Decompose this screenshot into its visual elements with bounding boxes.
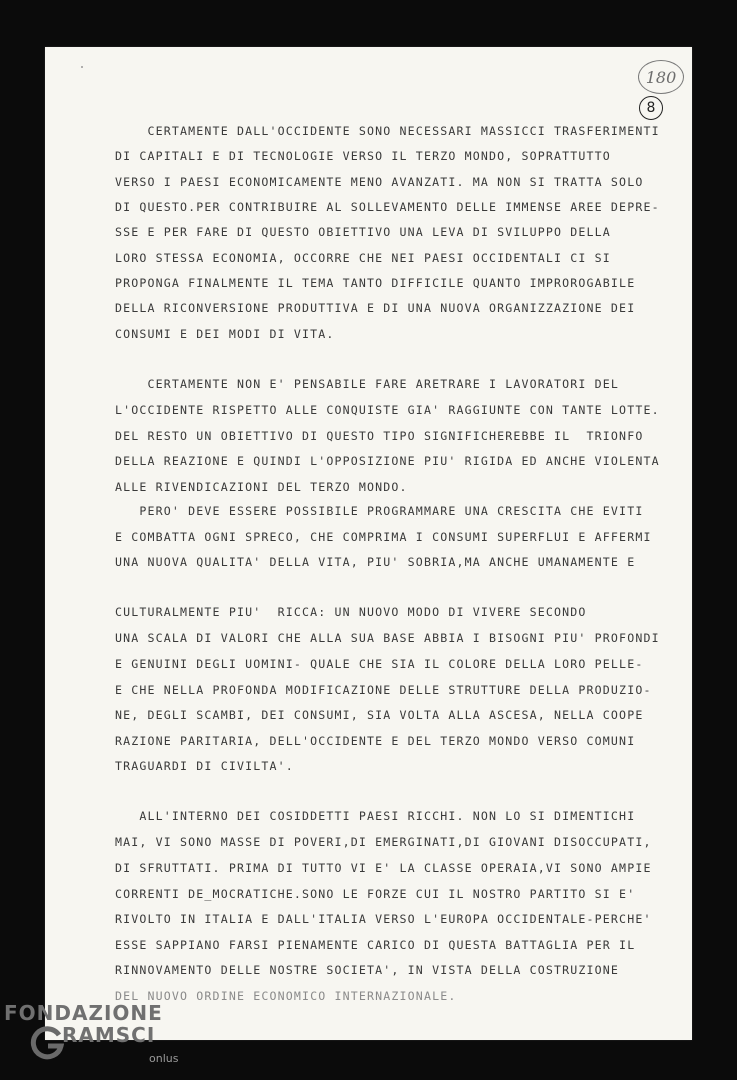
text-line: RAZIONE PARITARIA, DELL'OCCIDENTE E DEL TERZO MONDO VERSO COMUNI <box>115 734 636 748</box>
text-line: CERTAMENTE NON E' PENSABILE FARE ARETRARE I LAVORATORI DEL <box>115 377 620 391</box>
watermark-onlus: onlus <box>149 1052 179 1065</box>
paper-speck <box>81 66 83 68</box>
text-line: PERO' DEVE ESSERE POSSIBILE PROGRAMMARE UNA CRESCITA CHE EVITI <box>115 504 644 518</box>
text-line: MAI, VI SONO MASSE DI POVERI,DI EMERGINATI,DI GIOVANI DISOCCUPATI, <box>115 835 652 849</box>
text-line: VERSO I PAESI ECONOMICAMENTE MENO AVANZATI. MA NON SI TRATTA SOLO <box>115 175 644 189</box>
handwritten-section-number: 8 <box>639 96 663 120</box>
text-line: UNA NUOVA QUALITA' DELLA VITA, PIU' SOBRIA,MA ANCHE UMANAMENTE E <box>115 555 636 569</box>
gramsci-g-logo-icon <box>30 1026 64 1060</box>
text-line: CONSUMI E DEI MODI DI VITA. <box>115 327 335 341</box>
text-line: ESSE SAPPIANO FARSI PIENAMENTE CARICO DI QUESTA BATTAGLIA PER IL <box>115 938 636 952</box>
text-line: UNA SCALA DI VALORI CHE ALLA SUA BASE ABBIA I BISOGNI PIU' PROFONDI <box>115 631 660 645</box>
text-line: E COMBATTA OGNI SPRECO, CHE COMPRIMA I CONSUMI SUPERFLUI E AFFERMI <box>115 530 652 544</box>
text-line: DI CAPITALI E DI TECNOLOGIE VERSO IL TERZO MONDO, SOPRATTUTTO <box>115 149 611 163</box>
text-line: SSE E PER FARE DI QUESTO OBIETTIVO UNA LEVA DI SVILUPPO DELLA <box>115 225 611 239</box>
text-line: DEL RESTO UN OBIETTIVO DI QUESTO TIPO SIGNIFICHEREBBE IL TRIONFO <box>115 429 644 443</box>
text-line: DI QUESTO.PER CONTRIBUIRE AL SOLLEVAMENTO DELLE IMMENSE AREE DEPRE- <box>115 200 660 214</box>
text-line: CORRENTI DE_MOCRATICHE.SONO LE FORZE CUI IL NOSTRO PARTITO SI E' <box>115 887 636 901</box>
text-line: ALLE RIVENDICAZIONI DEL TERZO MONDO. <box>115 480 408 494</box>
document-page <box>45 47 692 1040</box>
text-line: LORO STESSA ECONOMIA, OCCORRE CHE NEI PAESI OCCIDENTALI CI SI <box>115 251 611 265</box>
fondazione-gramsci-watermark <box>4 996 204 1080</box>
text-line: PROPONGA FINALMENTE IL TEMA TANTO DIFFICILE QUANTO IMPROROGABILE <box>115 276 636 290</box>
text-line: E CHE NELLA PROFONDA MODIFICAZIONE DELLE STRUTTURE DELLA PRODUZIO- <box>115 683 652 697</box>
text-line: CULTURALMENTE PIU' RICCA: UN NUOVO MODO DI VIVERE SECONDO <box>115 605 587 619</box>
text-line: CERTAMENTE DALL'OCCIDENTE SONO NECESSARI MASSICCI TRASFERIMENTI <box>115 124 660 138</box>
text-line: DELLA RICONVERSIONE PRODUTTIVA E DI UNA NUOVA ORGANIZZAZIONE DEI <box>115 301 636 315</box>
text-line: RIVOLTO IN ITALIA E DALL'ITALIA VERSO L'EUROPA OCCIDENTALE-PERCHE' <box>115 912 652 926</box>
text-line: ALL'INTERNO DEI COSIDDETTI PAESI RICCHI. NON LO SI DIMENTICHI <box>115 809 636 823</box>
watermark-title: FONDAZIONE <box>4 1001 163 1025</box>
text-line: TRAGUARDI DI CIVILTA'. <box>115 759 294 773</box>
text-line: RINNOVAMENTO DELLE NOSTRE SOCIETA', IN VISTA DELLA COSTRUZIONE <box>115 963 620 977</box>
text-line: NE, DEGLI SCAMBI, DEI CONSUMI, SIA VOLTA ALLA ASCESA, NELLA COOPE <box>115 708 644 722</box>
text-line: L'OCCIDENTE RISPETTO ALLE CONQUISTE GIA' RAGGIUNTE CON TANTE LOTTE. <box>115 403 660 417</box>
text-line: DEL NUOVO ORDINE ECONOMICO INTERNAZIONALE. <box>115 989 457 1003</box>
handwritten-page-number: 180 <box>638 60 684 94</box>
text-line: E GENUINI DEGLI UOMINI- QUALE CHE SIA IL COLORE DELLA LORO PELLE- <box>115 657 644 671</box>
text-line: DI SFRUTTATI. PRIMA DI TUTTO VI E' LA CLASSE OPERAIA,VI SONO AMPIE <box>115 861 652 875</box>
text-line: DELLA REAZIONE E QUINDI L'OPPOSIZIONE PIU' RIGIDA ED ANCHE VIOLENTA <box>115 454 660 468</box>
watermark-subtitle: RAMSCI <box>62 1023 156 1047</box>
